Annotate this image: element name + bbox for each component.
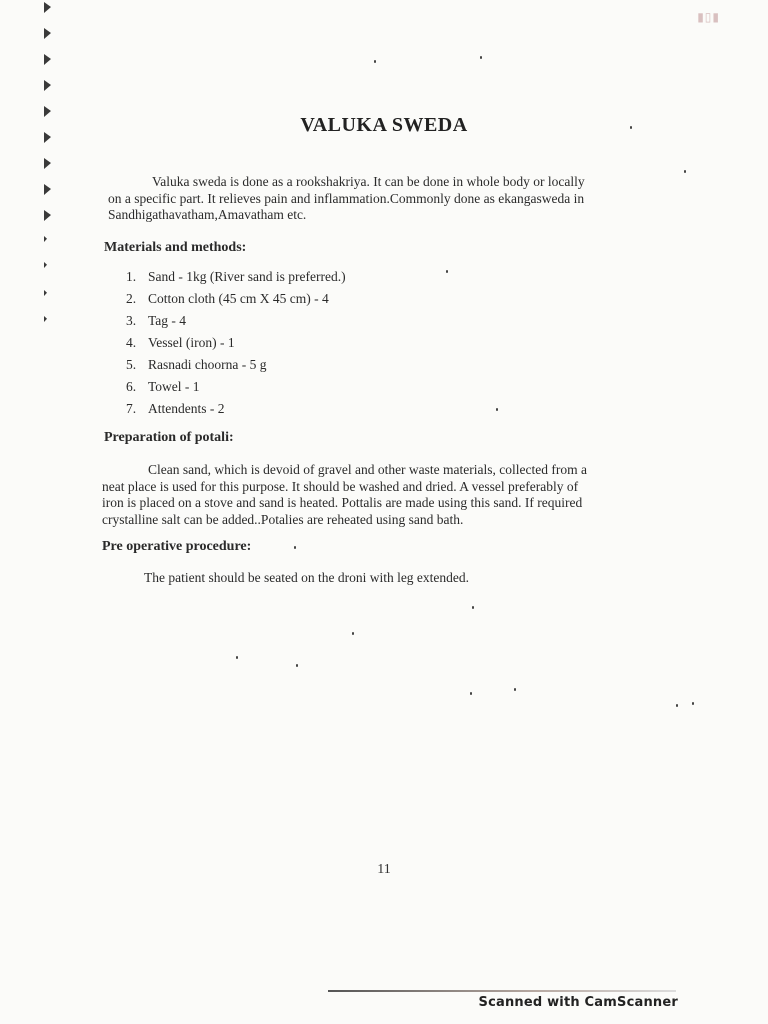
preparation-line: Clean sand, which is devoid of gravel and other waste materials, collected from a	[148, 462, 587, 477]
preoperative-heading: Pre operative procedure:	[102, 539, 252, 554]
scanner-watermark: Scanned with CamScanner	[478, 995, 678, 1010]
list-item: 2. Cotton cloth (45 cm X 45 cm) - 4	[126, 291, 329, 306]
list-item: 6. Towel - 1	[126, 379, 200, 394]
faint-stamp-mark: ▮▯▮	[697, 10, 720, 24]
binding-mark	[44, 184, 51, 195]
scan-speck	[514, 688, 516, 691]
scan-speck	[374, 60, 376, 63]
intro-line: on a specific part. It relieves pain and inflammation.Commonly done as ekangasweda in	[108, 190, 585, 206]
list-item: 4. Vessel (iron) - 1	[126, 335, 235, 350]
scan-speck	[684, 170, 686, 173]
binding-mark	[44, 236, 47, 242]
scan-speck	[496, 408, 498, 411]
binding-mark	[44, 80, 51, 91]
binding-mark	[44, 262, 47, 268]
page-number: 11	[377, 862, 391, 877]
intro-paragraph	[108, 174, 585, 224]
binding-mark	[44, 2, 51, 13]
scan-speck	[294, 546, 296, 549]
list-item: 3. Tag - 4	[126, 313, 187, 328]
scan-speck	[480, 56, 482, 59]
binding-mark	[44, 28, 51, 39]
page-title: VALUKA SWEDA	[300, 114, 468, 136]
preparation-paragraph	[102, 462, 587, 528]
scan-speck	[236, 656, 238, 659]
materials-list	[126, 268, 346, 422]
footer-rule	[328, 990, 676, 992]
scan-speck	[470, 692, 472, 695]
binding-mark	[44, 290, 47, 296]
binding-mark	[44, 54, 51, 65]
scan-speck	[446, 270, 448, 273]
scan-speck	[296, 664, 298, 667]
materials-heading: Materials and methods:	[104, 240, 247, 255]
scan-speck	[676, 704, 678, 707]
binding-mark	[44, 158, 51, 169]
binding-mark	[44, 316, 47, 322]
binding-mark	[44, 210, 51, 221]
scan-speck	[472, 606, 474, 609]
preparation-line: neat place is used for this purpose. It should be washed and dried. A vessel preferably of	[102, 478, 579, 494]
list-item: 5. Rasnadi choorna - 5 g	[126, 357, 267, 372]
scan-speck	[692, 702, 694, 705]
list-item: 7. Attendents - 2	[126, 401, 225, 416]
preoperative-text: The patient should be seated on the droni with leg extended.	[144, 570, 470, 585]
intro-line: Valuka sweda is done as a rookshakriya. It can be done in whole body or locally	[152, 174, 585, 189]
scan-speck	[352, 632, 354, 635]
binding-holes	[44, 0, 56, 340]
preparation-line: iron is placed on a stove and sand is heated. Pottalis are made using this sand. If required	[102, 495, 583, 510]
list-item: 1. Sand - 1kg (River sand is preferred.)	[126, 269, 346, 284]
preparation-heading: Preparation of potali:	[104, 430, 234, 445]
preparation-line: crystalline salt can be added..Potalies are reheated using sand bath.	[102, 511, 464, 527]
intro-line: Sandhigathavatham,Amavatham etc.	[108, 207, 307, 222]
